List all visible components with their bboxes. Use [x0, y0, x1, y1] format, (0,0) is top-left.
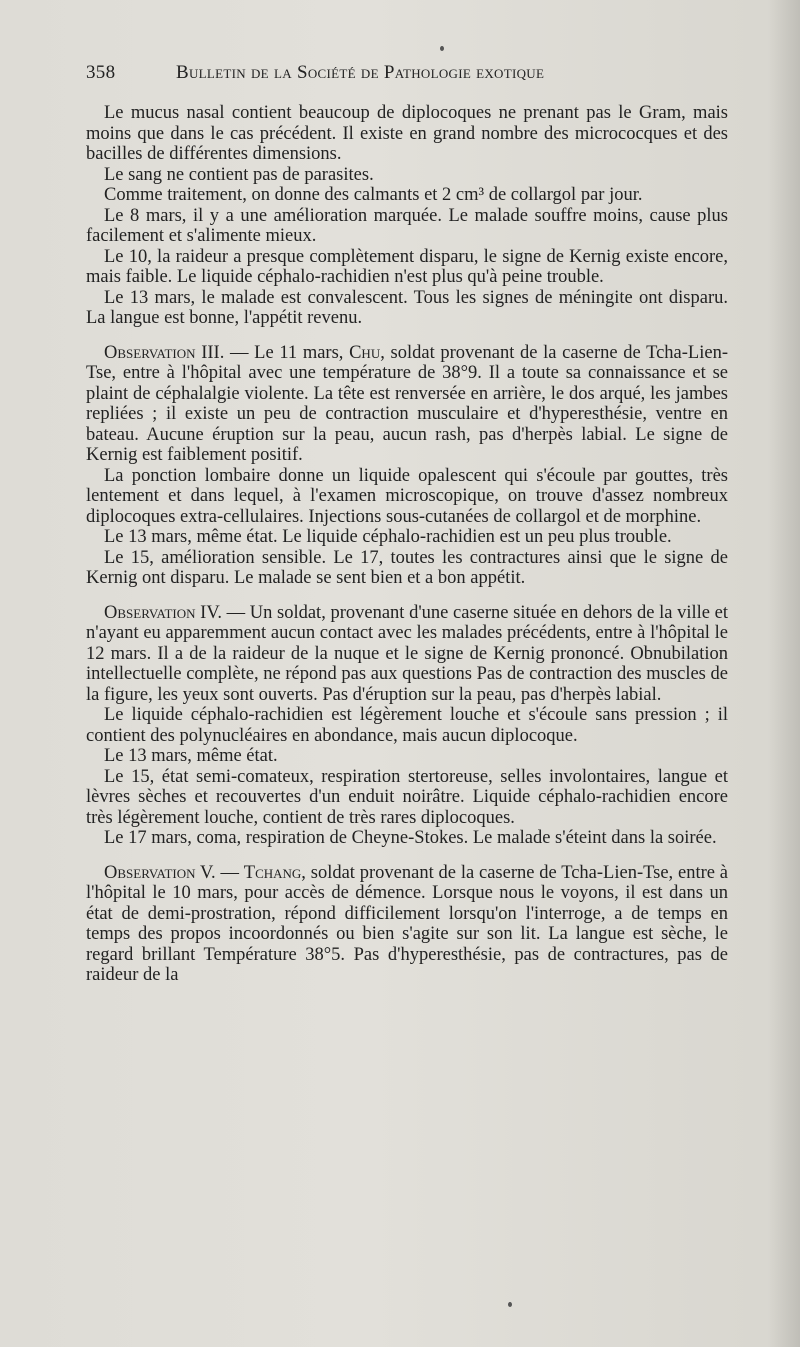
paragraph: Le sang ne contient pas de parasites.	[104, 164, 374, 185]
page-number: 358	[86, 62, 116, 83]
paragraph: Le 10, la raideur a presque complètement disparu, le signe de Kernig existe encore, mais faible. Le liquide céphalo-rachidien n'est plus qu'à peine trouble.	[86, 246, 728, 287]
observation-paragraph	[86, 343, 728, 466]
observation-label: Observation III.	[104, 342, 225, 363]
ink-speck	[508, 1302, 512, 1307]
page-header	[86, 62, 746, 88]
observation-label: Observation V.	[104, 862, 216, 883]
paragraph-text: — Un soldat, provenant d'une caserne située en dehors de la ville et n'ayant eu apparemment aucun contact avec les malades précédents, entre à l'hôpital le 12 mars. Il a de la raideur de la nuque et le signe de Kernig prononcé. Obnubilation intellectuelle complète, ne répond pas aux questions Pas de contraction des muscles de la figure, les yeux sont ouverts. Pas d'éruption sur la peau, pas d'herpès labial.	[86, 602, 728, 705]
paragraph: Le liquide céphalo-rachidien est légèrement louche et s'écoule sans pression ; il contient des polynucléaires en abondance, mais aucun diplocoque.	[86, 705, 728, 746]
paragraph: Le mucus nasal contient beaucoup de diplocoques ne prenant pas le Gram, mais moins que dans le cas précédent. Il existe en grand nombre des micrococques et des bacilles de différentes dimensions.	[86, 103, 728, 164]
paragraph: La ponction lombaire donne un liquide opalescent qui s'écoule par gouttes, très lentement et dans lequel, à l'examen microscopique, on trouve d'assez nombreux diplocoques extra-cellulaires. Injections sous-cutanées de collargol et de morphine.	[86, 465, 728, 527]
paragraph-text: —	[215, 862, 244, 883]
ink-speck	[440, 46, 444, 51]
observation-paragraph	[86, 603, 728, 706]
page-edge-shadow	[768, 0, 800, 1347]
paragraph: Le 15, état semi-comateux, respiration stertoreuse, selles involontaires, langue et lèvres sèches et recouvertes d'un enduit noirâtre. Liquide céphalo-rachidien encore très légèrement louche, contient de très rares diplocoques.	[86, 766, 728, 828]
paragraph: Le 15, amélioration sensible. Le 17, toutes les contractures ainsi que le signe de Kernig ont disparu. Le malade se sent bien et a bon appétit.	[86, 547, 728, 588]
patient-name: Chu	[349, 342, 381, 363]
paragraph: Le 13 mars, même état.	[104, 746, 278, 766]
paragraph-text: — Le 11 mars,	[224, 342, 350, 363]
observation-label: Observation IV.	[104, 602, 222, 623]
patient-name: Tchang	[243, 862, 302, 883]
paragraph: Comme traitement, on donne des calmants et 2 cm³ de collargol par jour.	[104, 185, 643, 205]
paragraph: Le 13 mars, même état. Le liquide céphalo-rachidien est un peu plus trouble.	[104, 527, 672, 547]
paragraph: Le 8 mars, il y a une amélioration marquée. Le malade souffre moins, cause plus facilement et s'alimente mieux.	[86, 205, 728, 246]
paragraph-text: , soldat provenant de la caserne de Tcha-Lien-Tse, entre à l'hôpital avec une température de 38°9. Il a toute sa connaissance et se plaint de céphalalgie violente. La tête est renversée en arrière, le dos arqué, les jambes repliées ; il existe un peu de contraction musculaire et d'hyperesthésie, ventre en bateau. Aucune éruption sur la peau, aucun rash, pas d'herpès labial. Le signe de Kernig est faiblement positif.	[86, 342, 728, 465]
paragraph: Le 17 mars, coma, respiration de Cheyne-Stokes. Le malade s'éteint dans la soirée.	[104, 828, 717, 848]
body-text	[86, 103, 728, 986]
paragraph: Le 13 mars, le malade est convalescent. Tous les signes de méningite ont disparu. La langue est bonne, l'appétit revenu.	[86, 287, 728, 328]
running-title: Bulletin de la Société de Pathologie exotique	[176, 62, 545, 83]
observation-paragraph	[86, 863, 728, 986]
paragraph-text: , soldat provenant de la caserne de Tcha-Lien-Tse, entre à l'hôpital le 10 mars, pour accès de démence. Lorsque nous le voyons, il est dans un état de demi-prostration, répond difficilement lorsqu'on l'interroge, a de temps en temps des propos incoordonnés ou bien s'agite sur son lit. La langue est sèche, le regard brillant Température 38°5. Pas d'hyperesthésie, pas de contractures, pas de raideur de la	[86, 862, 728, 985]
